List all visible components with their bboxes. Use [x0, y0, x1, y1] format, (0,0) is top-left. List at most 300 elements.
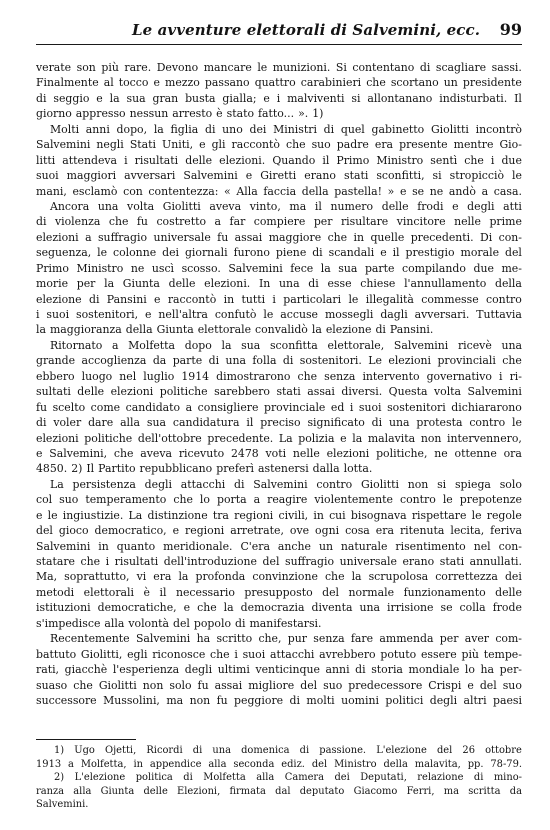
word: senza: [313, 632, 345, 646]
word: gli: [211, 138, 226, 152]
word: del: [322, 585, 340, 599]
text-line: [36, 492, 522, 507]
word: uscì: [151, 261, 175, 275]
word: fu: [217, 230, 229, 244]
word: elezione: [325, 323, 372, 337]
word: nelle: [292, 446, 320, 460]
word: nelle: [454, 215, 481, 229]
word: vi: [136, 570, 147, 584]
word: le: [471, 508, 482, 522]
word: stati: [276, 385, 301, 399]
word: confutò: [214, 308, 257, 321]
word: funzionamento: [403, 585, 486, 599]
word: Partito: [98, 462, 136, 476]
word: casa.: [493, 184, 522, 198]
word: da: [509, 785, 522, 797]
word: Uniti,: [162, 138, 194, 152]
word: voler: [53, 416, 82, 430]
word: due: [501, 153, 522, 167]
word: i: [36, 308, 40, 321]
word: La: [128, 508, 143, 522]
word: accoglienza: [81, 354, 147, 368]
word: essere: [420, 647, 457, 661]
word: quel: [340, 122, 365, 136]
word: ne: [434, 446, 448, 460]
text-line: [36, 307, 522, 322]
word: scortano: [390, 76, 439, 90]
word: 2): [71, 462, 83, 476]
word: convalidò: [255, 323, 308, 337]
word: Stati: [129, 138, 157, 152]
word: 26: [462, 745, 475, 756]
word: di: [419, 61, 431, 74]
text-line: [36, 137, 522, 152]
word: elettorale,: [327, 338, 385, 352]
word: regioni: [185, 524, 225, 538]
word: il: [322, 153, 330, 167]
word: e: [452, 199, 459, 213]
word: Giolitti: [360, 477, 399, 491]
word: ottenne: [454, 446, 497, 460]
text-line: [36, 292, 522, 307]
word: folla: [252, 354, 277, 368]
word: dichiararono: [451, 400, 522, 414]
text-line: [36, 60, 522, 75]
word: Ojetti,: [104, 745, 137, 756]
word: non: [420, 431, 442, 445]
word: Ugo: [74, 745, 95, 756]
word: fu: [136, 215, 148, 229]
word: scritto: [216, 632, 253, 646]
text-line: [36, 631, 522, 646]
word: che,: [258, 632, 282, 646]
word: commesse: [421, 292, 479, 306]
word: una: [359, 601, 380, 615]
word: assai: [307, 385, 335, 399]
footnote-line: [36, 771, 522, 785]
word: Giretti: [260, 169, 297, 183]
word: appendice: [149, 758, 202, 770]
word: sostenitori,: [75, 308, 139, 321]
word: peggiore: [234, 693, 284, 707]
word: altri: [463, 693, 487, 707]
word: incontrò: [475, 122, 522, 136]
word: Il: [514, 91, 522, 105]
word: volontà: [128, 616, 169, 630]
word: Salvemini: [467, 385, 522, 399]
word: maggiori: [66, 169, 117, 183]
word: che: [197, 601, 217, 615]
word: Recentemente: [50, 632, 130, 646]
word: politiche,: [376, 446, 428, 460]
word: andò: [448, 184, 476, 198]
word: egli: [127, 647, 148, 661]
word: ranza: [36, 785, 65, 797]
word: anche: [277, 539, 311, 553]
word: i: [105, 555, 110, 568]
word: 1): [54, 745, 65, 756]
word: pp.: [467, 758, 484, 770]
word: un: [443, 76, 458, 90]
word: accuse: [280, 308, 319, 321]
text-line: [36, 353, 522, 368]
word: governativo: [426, 369, 492, 383]
text-line: [36, 415, 522, 430]
word: elezioni: [110, 385, 154, 399]
word: 1): [312, 107, 324, 121]
word: suoi: [358, 400, 382, 414]
word: ritenuta: [399, 524, 445, 538]
word: a: [68, 758, 74, 770]
word: elezioni.: [219, 153, 266, 167]
word: i: [349, 400, 354, 414]
word: me-: [501, 261, 522, 275]
word: intervennero,: [447, 431, 522, 445]
word: seconda: [233, 758, 275, 770]
word: elezioni.: [204, 277, 251, 291]
word: in: [313, 508, 324, 522]
word: stropicciò: [449, 169, 505, 183]
word: carabinieri: [300, 76, 362, 90]
word: delle: [495, 585, 522, 599]
word: Salvemini: [36, 138, 91, 152]
word: sua: [146, 416, 166, 430]
word: di: [312, 246, 323, 260]
word: di: [88, 292, 100, 306]
word: avrebbero: [319, 647, 376, 661]
text-line: [36, 75, 522, 90]
word: del: [262, 555, 280, 568]
word: e: [183, 601, 191, 615]
word: porta: [216, 493, 247, 507]
word: lotta.: [343, 462, 373, 476]
word: è: [216, 107, 223, 121]
text-line: [36, 523, 522, 538]
word: annullati.: [469, 555, 522, 568]
word: precedenti.: [410, 230, 474, 244]
word: le: [512, 416, 522, 430]
page-number: 99: [499, 20, 522, 39]
word: dell'introduzione: [163, 555, 257, 568]
word: indisturbati.: [439, 91, 508, 105]
word: dal: [275, 785, 291, 797]
word: una: [279, 277, 300, 291]
word: è: [143, 585, 150, 599]
word: verate: [36, 61, 72, 74]
word: sentì: [430, 153, 458, 167]
word: stato: [226, 107, 255, 121]
text-line: [36, 184, 522, 199]
word: aveva: [209, 199, 242, 213]
word: alla: [120, 416, 141, 430]
word: la: [221, 338, 232, 352]
word: la: [109, 91, 120, 105]
word: risultati: [114, 555, 159, 568]
word: gialla;: [222, 91, 257, 105]
word: mondiale: [408, 663, 460, 677]
word: giornali: [184, 246, 228, 260]
word: passano: [204, 76, 250, 90]
word: malavita,: [414, 758, 461, 770]
word: del: [300, 678, 318, 692]
word: quanto: [116, 539, 156, 553]
word: ottobre: [485, 745, 522, 756]
word: compilando: [401, 261, 466, 275]
word: risultati: [134, 153, 179, 167]
word: protesta: [416, 416, 463, 430]
word: aver: [464, 632, 490, 646]
word: compiere: [253, 215, 306, 229]
word: naturale: [340, 539, 388, 553]
word: preciso: [260, 416, 301, 430]
word: successore: [36, 693, 97, 707]
word: Deputati,: [360, 772, 407, 784]
word: Quando: [272, 153, 316, 167]
word: e: [172, 524, 180, 538]
word: dalla: [312, 462, 340, 476]
word: correttezza: [435, 570, 498, 584]
word: Molfetta,: [80, 758, 127, 770]
word: i: [234, 647, 238, 661]
word: per: [439, 632, 459, 646]
word: contro: [316, 477, 353, 491]
word: che: [327, 230, 348, 244]
word: candidato: [125, 400, 181, 414]
text-line: [36, 461, 522, 476]
word: venticinque: [255, 663, 320, 677]
text-line: [36, 276, 522, 291]
word: ma: [166, 693, 184, 707]
word: paesi: [493, 693, 522, 707]
word: sconfitta: [269, 338, 318, 352]
word: stati: [439, 555, 465, 568]
word: ne: [429, 184, 444, 198]
word: elezione: [36, 292, 82, 306]
word: negli: [96, 138, 124, 152]
text-line: [36, 199, 522, 214]
word: degli: [144, 477, 173, 491]
word: il: [392, 246, 400, 260]
word: l'annullamento: [404, 277, 487, 291]
word: erano: [304, 169, 336, 183]
word: provinciali: [437, 354, 496, 368]
word: dimostrarono: [216, 369, 291, 383]
word: ora: [503, 446, 522, 460]
word: degli: [467, 199, 495, 213]
word: 1914: [181, 369, 210, 383]
word: suffragio: [97, 230, 148, 244]
word: che: [297, 369, 318, 383]
word: 2): [54, 772, 65, 784]
word: molti: [306, 693, 335, 707]
word: fu: [36, 400, 48, 414]
word: ogni: [315, 524, 340, 538]
word: com-: [495, 632, 522, 646]
word: Elezioni,: [177, 785, 221, 797]
text-line: [36, 153, 522, 168]
word: relazione: [417, 772, 464, 784]
word: elezioni: [388, 354, 432, 368]
word: contro: [399, 493, 436, 507]
word: allontanano: [367, 91, 433, 105]
word: la: [178, 570, 189, 584]
word: del: [504, 246, 522, 260]
word: ebbero: [36, 369, 75, 383]
word: giacchè: [64, 663, 108, 677]
word: elezioni: [36, 431, 79, 445]
word: particolari: [283, 292, 342, 306]
word: alla: [256, 772, 275, 784]
word: Si: [335, 61, 347, 74]
word: a: [481, 184, 489, 198]
word: appresso: [75, 107, 126, 121]
word: intervento: [362, 369, 420, 383]
word: politici: [385, 693, 424, 707]
word: Pansini.: [389, 323, 434, 337]
word: volta: [433, 385, 462, 399]
word: Giolitti: [430, 122, 469, 136]
word: elezioni: [326, 446, 370, 460]
word: Ancora: [50, 199, 90, 213]
word: parte: [172, 354, 203, 368]
word: del: [311, 758, 328, 770]
word: delle: [185, 153, 213, 167]
word: universale: [339, 555, 397, 568]
word: distinzione: [147, 508, 208, 522]
word: di: [234, 477, 245, 491]
word: frodi: [417, 199, 444, 213]
word: precedente.: [207, 431, 274, 445]
word: avversari.: [414, 308, 470, 321]
word: delle: [143, 785, 168, 797]
word: ove: [289, 524, 310, 538]
word: Giacomo: [353, 785, 398, 797]
word: quattro: [254, 76, 296, 90]
word: figlia: [170, 122, 199, 136]
word: prestigio: [405, 246, 455, 260]
word: rare.: [124, 61, 152, 74]
word: Molfetta: [203, 772, 246, 784]
word: la: [36, 323, 46, 337]
word: feriva: [490, 524, 522, 538]
text-line: [36, 91, 522, 106]
word: della: [383, 758, 408, 770]
word: tocco: [118, 76, 149, 90]
word: stati: [343, 169, 369, 183]
word: suo: [311, 138, 331, 152]
word: che: [113, 446, 134, 460]
word: era: [153, 570, 172, 584]
word: attendeva: [62, 153, 118, 167]
word: prime: [489, 215, 522, 229]
word: presupposto: [244, 585, 313, 599]
word: ha: [480, 663, 495, 677]
word: di: [36, 416, 47, 430]
word: una: [501, 338, 522, 352]
word: più: [101, 61, 119, 74]
word: in: [223, 292, 235, 306]
word: piene: [275, 246, 307, 260]
word: giorno: [36, 107, 72, 121]
word: ricevè: [457, 338, 492, 352]
word: parte: [364, 261, 395, 275]
word: e: [96, 91, 103, 105]
word: grande: [36, 354, 76, 368]
word: che: [73, 678, 93, 692]
word: volta: [127, 199, 155, 213]
word: il: [246, 416, 254, 430]
word: universale: [153, 230, 211, 244]
word: regioni: [234, 508, 274, 522]
word: anni: [325, 663, 350, 677]
word: arretrate,: [230, 524, 284, 538]
word: Tuttavia: [476, 308, 522, 321]
word: Ricordi: [146, 745, 183, 756]
word: luglio: [143, 369, 175, 383]
word: ingiustizie.: [62, 508, 124, 522]
word: una: [225, 354, 246, 368]
word: firmata: [229, 785, 266, 797]
word: nel: [473, 539, 491, 553]
word: Primo: [336, 153, 370, 167]
word: le: [97, 246, 108, 260]
word: lo: [199, 493, 210, 507]
word: battuto: [36, 647, 77, 661]
word: risentimento: [395, 539, 466, 553]
word: predecessore: [348, 678, 423, 692]
word: che: [80, 555, 101, 568]
word: Di: [480, 230, 493, 244]
word: di: [375, 323, 386, 337]
word: colonne: [112, 246, 157, 260]
word: ediz.: [281, 758, 305, 770]
word: se: [440, 601, 453, 615]
word: faccia: [263, 184, 297, 198]
word: soprattutto,: [64, 570, 130, 584]
word: contentezza:: [148, 184, 219, 198]
word: di: [282, 354, 294, 368]
word: aveva: [140, 446, 173, 460]
word: chiese: [360, 277, 396, 291]
word: Finalmente: [36, 76, 99, 90]
running-header: [36, 20, 522, 45]
text-line: [36, 230, 522, 245]
word: esse: [327, 277, 352, 291]
footnote-line: [36, 798, 522, 812]
word: dare: [88, 416, 114, 430]
word: tutti: [241, 292, 266, 306]
word: pastella!: [334, 184, 382, 198]
word: era: [375, 524, 394, 538]
word: pur: [287, 632, 307, 646]
word: si: [432, 169, 442, 183]
word: la: [153, 122, 164, 136]
word: regole: [486, 508, 522, 522]
word: da: [152, 354, 167, 368]
word: due: [473, 261, 494, 275]
word: sassi.: [491, 61, 522, 74]
word: ma: [443, 785, 459, 797]
text-line: [36, 168, 522, 183]
word: L'elezione: [74, 772, 126, 784]
word: nessun: [129, 107, 169, 121]
word: a: [253, 493, 261, 507]
word: che: [108, 215, 129, 229]
word: di: [371, 416, 383, 430]
word: civili,: [278, 508, 309, 522]
text-line: [36, 693, 522, 708]
word: dei: [249, 122, 267, 136]
